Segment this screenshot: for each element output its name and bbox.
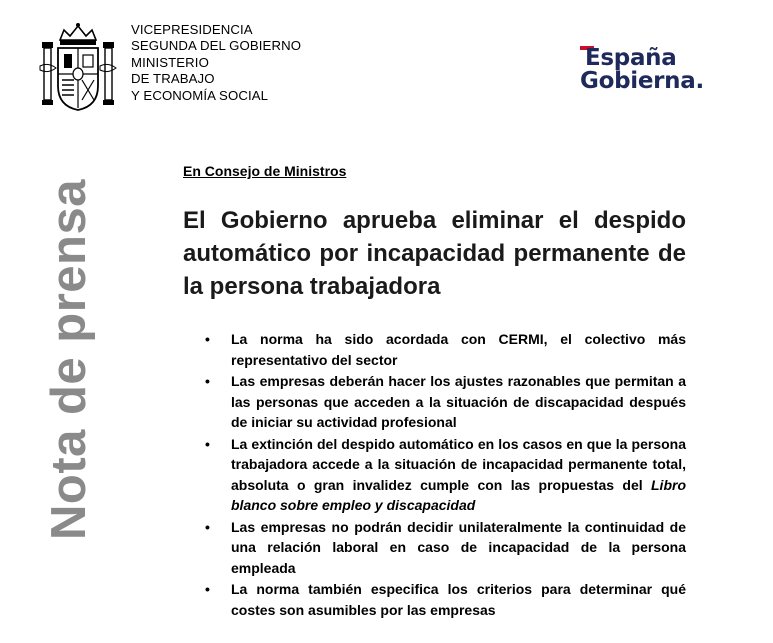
ministry-line: Y ECONOMÍA SOCIAL bbox=[131, 87, 269, 103]
ministry-line: SEGUNDA DEL GOBIERNO bbox=[131, 38, 302, 54]
side-label: Nota de prensa bbox=[42, 179, 96, 540]
bullet-item bbox=[205, 517, 686, 579]
bullet-text: La norma también especifica los criterios para determinar qué costes son asumibles por las empresas bbox=[231, 581, 686, 618]
bullet-dot-icon: • bbox=[205, 435, 210, 452]
bullet-item bbox=[205, 579, 686, 620]
logo-line-2: Gobierna. bbox=[580, 68, 704, 94]
bullet-item bbox=[205, 329, 686, 370]
headline: El Gobierno aprueba eliminar el despido automático por incapacidad permanente de la persona trabajadora bbox=[183, 207, 686, 300]
kicker: En Consejo de Ministros bbox=[183, 163, 347, 179]
coat-of-arms-emblem bbox=[38, 22, 118, 112]
bullet-dot-icon: • bbox=[205, 581, 210, 597]
ministry-name bbox=[131, 22, 301, 104]
bullet-item bbox=[205, 371, 686, 433]
logo-line-1: España bbox=[585, 45, 677, 71]
bullet-list bbox=[205, 329, 686, 621]
ministry-line: MINISTERIO bbox=[131, 54, 209, 70]
bullet-text: Las empresas deberán hacer los ajustes razonables que permitan a las personas que acceden a la situación de discapacidad después de iniciar su actividad profesional bbox=[231, 373, 686, 430]
book-title: Libro blanco sobre empleo y discapacidad bbox=[231, 476, 686, 513]
bullet-item bbox=[205, 434, 686, 516]
bullet-text: La extinción del despido automático en los casos en que la persona trabajadora accede a la situación de incapacidad permanente total, absoluta o gran invalidez cumple con las propuestas del bbox=[231, 435, 686, 493]
bullet-text: La norma ha sido acordada con CERMI, el colectivo más representativo del sector bbox=[231, 331, 686, 368]
ministry-line: VICEPRESIDENCIA bbox=[131, 22, 253, 37]
bullet-text: Las empresas no podrán decidir unilateralmente la continuidad de una relación laboral en caso de incapacidad de la persona empleada bbox=[231, 518, 686, 576]
bullet-dot-icon: • bbox=[205, 518, 210, 535]
bullet-dot-icon: • bbox=[205, 331, 210, 347]
ministry-line: DE TRABAJO bbox=[131, 71, 215, 87]
bullet-dot-icon: • bbox=[205, 373, 210, 389]
